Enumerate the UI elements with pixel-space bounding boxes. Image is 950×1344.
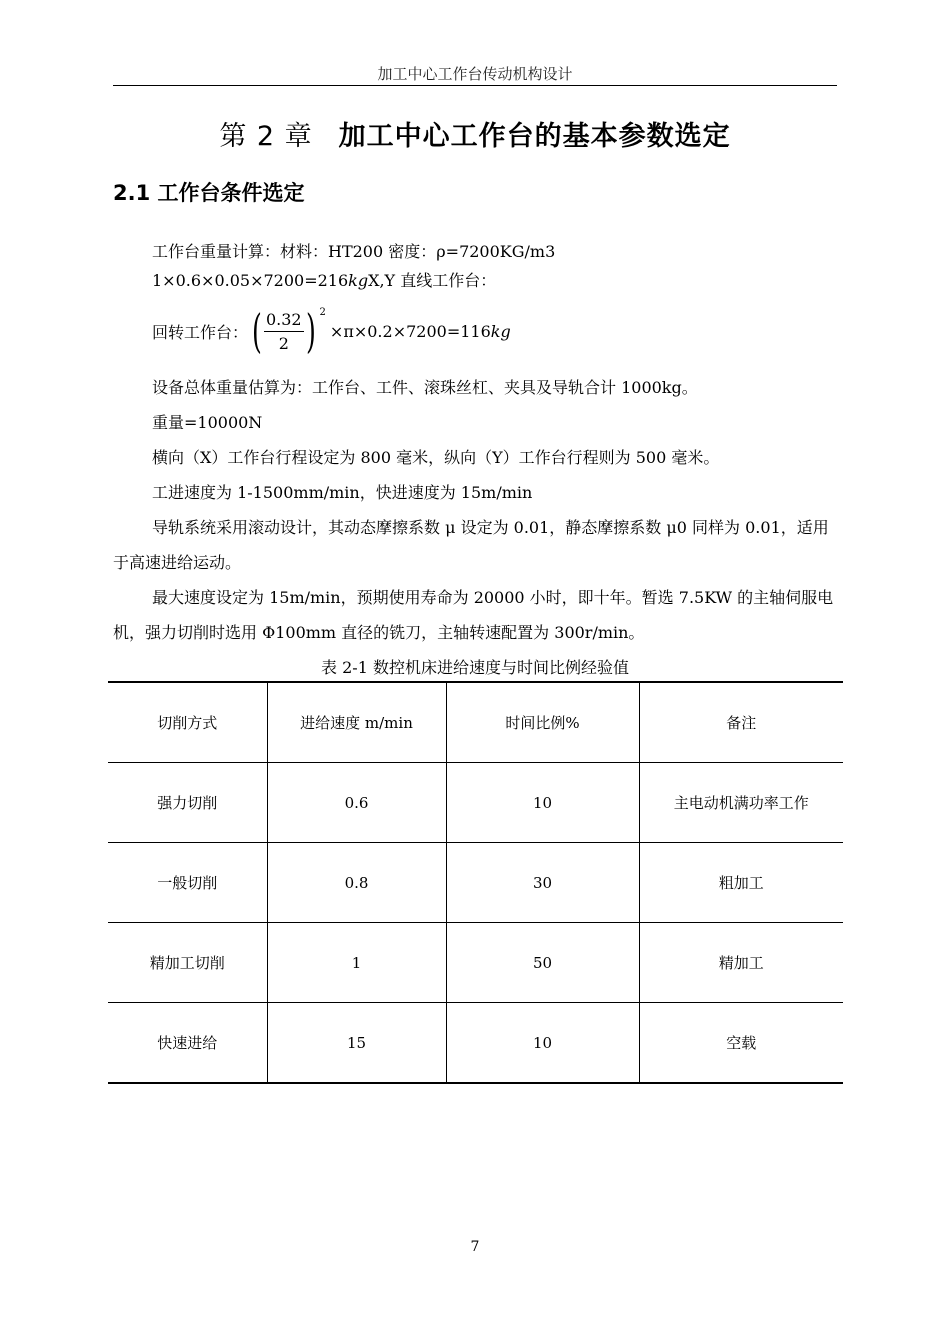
table-cell: 快速进给 bbox=[108, 1003, 267, 1084]
weight-newton-paragraph: 重量=10000N bbox=[152, 413, 263, 432]
table-cell: 10 bbox=[446, 1003, 639, 1084]
table-cell: 精加工切削 bbox=[108, 923, 267, 1003]
table-cell: 强力切削 bbox=[108, 763, 267, 843]
rotary-formula-label: 回转工作台： bbox=[152, 322, 249, 342]
table-header-cell: 备注 bbox=[639, 682, 843, 763]
spindle-paragraph: 最大速度设定为 15m/min，预期使用寿命为 20000 小时，即十年。暂选 7.5KW 的主轴伺服电机，强力切削时选用 Φ100mm 直径的铣刀，主轴转速配置为 300r/min。 bbox=[113, 588, 834, 642]
rotary-table-formula bbox=[152, 305, 511, 357]
chapter-title bbox=[0, 114, 950, 153]
linear-formula-unit: kg bbox=[348, 271, 369, 290]
chapter-title-text: 加工中心工作台的基本参数选定 bbox=[338, 121, 731, 152]
table-row bbox=[108, 1003, 843, 1084]
speed-paragraph: 工进速度为 1-1500mm/min，快进速度为 15m/min bbox=[152, 483, 533, 502]
table-caption: 表 2-1 数控机床进给速度与时间比例经验值 bbox=[321, 658, 629, 677]
table-header-cell: 切削方式 bbox=[108, 682, 267, 763]
table-cell: 主电动机满功率工作 bbox=[639, 763, 843, 843]
table-cell: 30 bbox=[446, 843, 639, 923]
table-row bbox=[108, 923, 843, 1003]
linear-formula-expr: 1×0.6×0.05×7200=216 bbox=[152, 271, 349, 290]
weight-calc-line: 工作台重量计算：材料：HT200 密度：ρ=7200KG/m3 bbox=[152, 242, 556, 261]
table-cell: 1 bbox=[267, 923, 446, 1003]
table-cell: 0.6 bbox=[267, 763, 446, 843]
linear-table-formula bbox=[152, 271, 496, 291]
table-cell: 精加工 bbox=[639, 923, 843, 1003]
table-cell: 50 bbox=[446, 923, 639, 1003]
table-header-cell: 时间比例% bbox=[446, 682, 639, 763]
table-header-row bbox=[108, 682, 843, 763]
right-paren-icon: ) bbox=[305, 304, 316, 358]
table-cell: 空载 bbox=[639, 1003, 843, 1084]
rotary-formula-expr: ×π×0.2×7200=116 bbox=[329, 321, 491, 341]
header-divider bbox=[113, 85, 837, 86]
table-cell: 15 bbox=[267, 1003, 446, 1084]
table-cell: 粗加工 bbox=[639, 843, 843, 923]
fraction-denominator: 2 bbox=[278, 333, 289, 353]
rotary-formula-unit: kg bbox=[490, 321, 511, 341]
exponent: 2 bbox=[319, 307, 326, 318]
linear-formula-suffix: X,Y 直线工作台： bbox=[368, 271, 497, 290]
guide-rail-paragraph: 导轨系统采用滚动设计，其动态摩擦系数 μ 设定为 0.01，静态摩擦系数 μ0 同样为 0.01，适用于高速进给运动。 bbox=[113, 518, 829, 572]
page-number: 7 bbox=[470, 1239, 480, 1255]
fraction-numerator: 0.32 bbox=[264, 310, 304, 332]
chapter-number: 第 2 章 bbox=[219, 121, 313, 152]
travel-paragraph: 横向（X）工作台行程设定为 800 毫米，纵向（Y）工作台行程则为 500 毫米。 bbox=[152, 448, 720, 467]
table-cell: 0.8 bbox=[267, 843, 446, 923]
section-title: 2.1 工作台条件选定 bbox=[113, 181, 305, 205]
total-weight-paragraph: 设备总体重量估算为：工作台、工件、滚珠丝杠、夹具及导轨合计 1000kg。 bbox=[152, 378, 698, 397]
table-cell: 一般切削 bbox=[108, 843, 267, 923]
fraction bbox=[264, 310, 304, 353]
left-paren-icon: ( bbox=[252, 304, 262, 358]
running-header: 加工中心工作台传动机构设计 bbox=[377, 65, 573, 83]
feed-speed-table bbox=[108, 681, 843, 1084]
table-cell: 10 bbox=[446, 763, 639, 843]
table-header-cell: 进给速度 m/min bbox=[267, 682, 446, 763]
table-row bbox=[108, 763, 843, 843]
table-row bbox=[108, 843, 843, 923]
